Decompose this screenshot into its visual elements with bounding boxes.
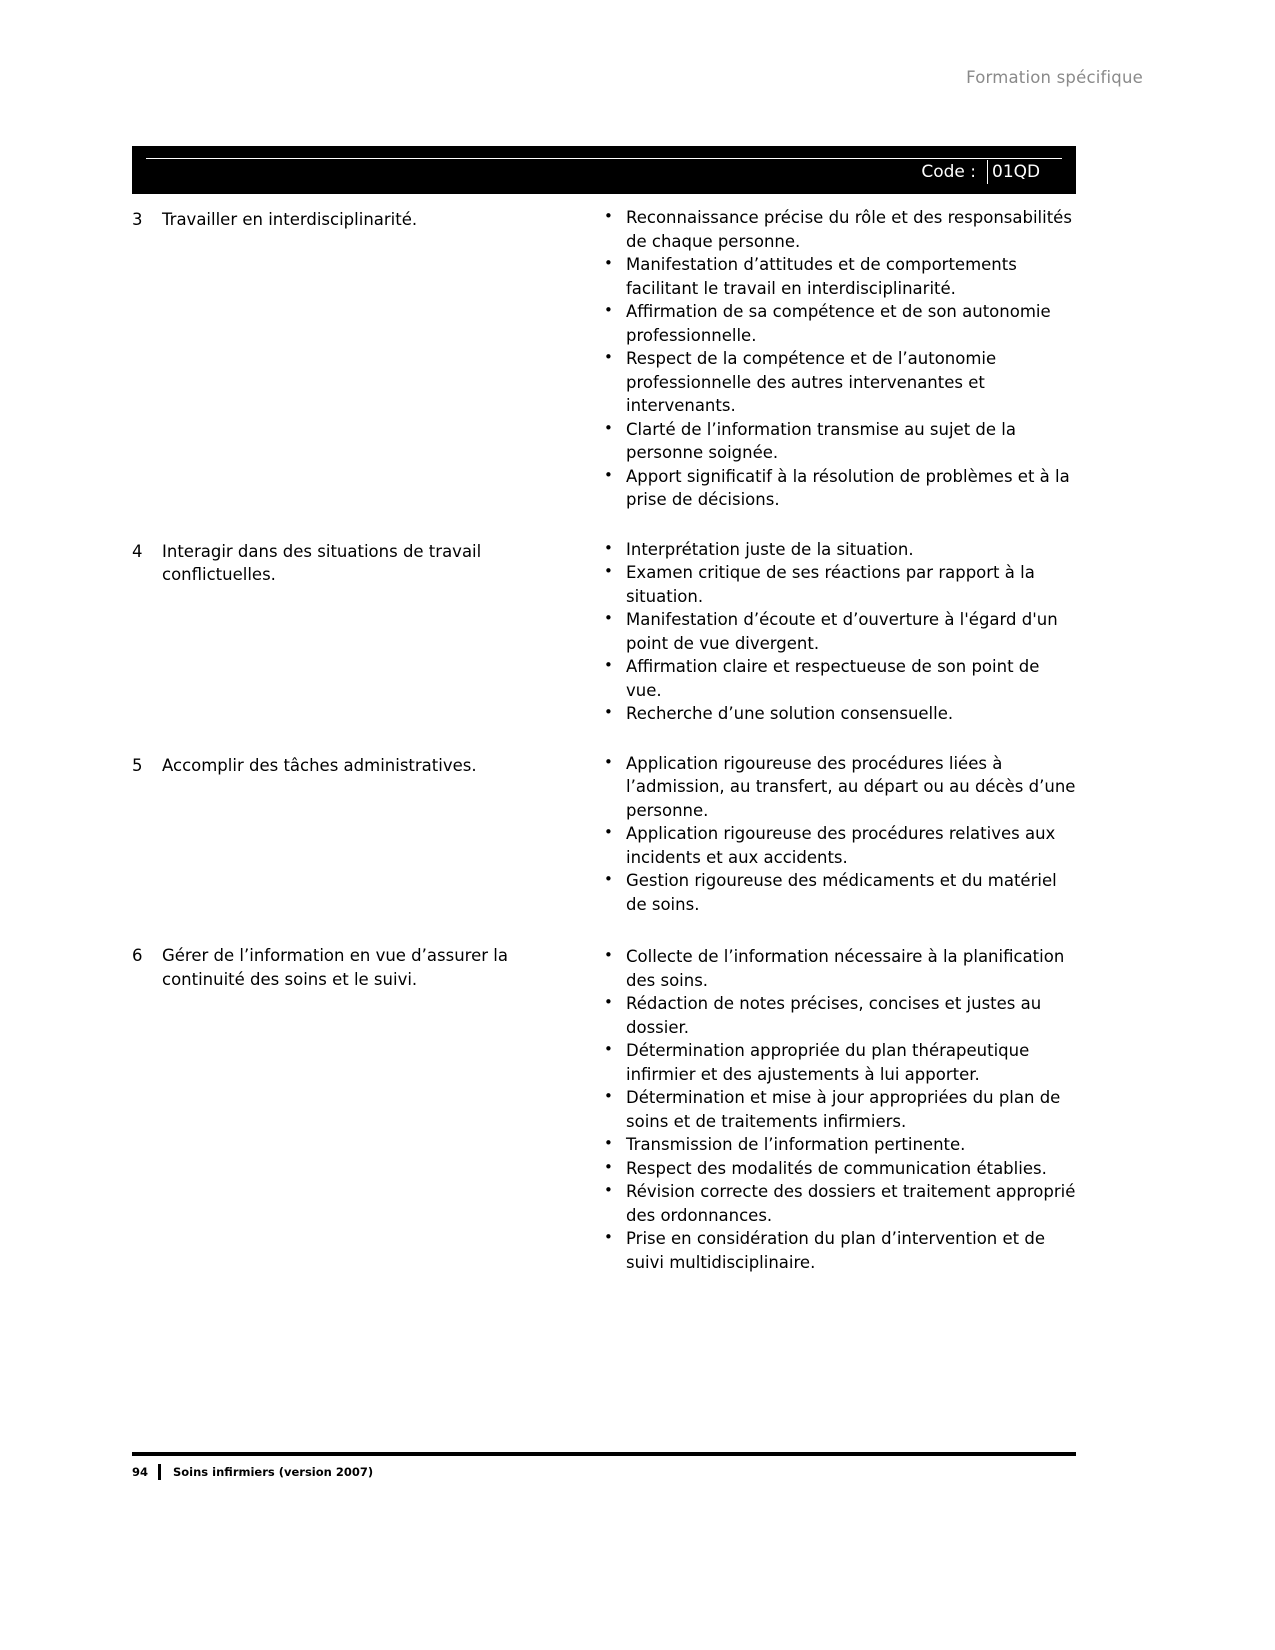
list-item: • Clarté de l’information transmise au sujet de la personne soignée. — [600, 418, 1076, 465]
criteria-list — [600, 752, 1076, 917]
list-item: • Examen critique de ses réactions par rapport à la situation. — [600, 561, 1076, 608]
page-number: 94 — [132, 1465, 149, 1479]
code-bar-rule — [146, 158, 1062, 159]
task-cell — [132, 206, 600, 232]
list-item: • Manifestation d’écoute et d’ouverture à l'égard d'un point de vue divergent. — [600, 608, 1076, 655]
task-number: 5 — [132, 755, 143, 775]
criteria-cell — [600, 206, 1076, 512]
list-item: • Prise en considération du plan d’intervention et de suivi multidisciplinaire. — [600, 1227, 1076, 1274]
list-item: • Recherche d’une solution consensuelle. — [600, 702, 1076, 726]
criteria-list — [600, 206, 1076, 512]
footer-rule — [132, 1452, 1076, 1456]
list-item: • Détermination appropriée du plan thérapeutique infirmier et des ajustements à lui apporter. — [600, 1039, 1076, 1086]
code-value: 01QD — [992, 162, 1041, 182]
table-row — [132, 538, 1076, 726]
list-item: • Affirmation de sa compétence et de son autonomie professionnelle. — [600, 300, 1076, 347]
task-label: Accomplir des tâches administratives. — [162, 755, 477, 775]
list-item: • Application rigoureuse des procédures relatives aux incidents et aux accidents. — [600, 822, 1076, 869]
code-label: Code : — [921, 162, 976, 182]
task-cell — [132, 538, 600, 587]
criteria-cell — [600, 538, 1076, 726]
running-head: Formation spécifique — [966, 68, 1143, 87]
task-cell — [132, 942, 600, 991]
list-item: • Transmission de l’information pertinente. — [600, 1133, 1076, 1157]
list-item: • Interprétation juste de la situation. — [600, 538, 1076, 562]
footer-divider — [158, 1464, 161, 1480]
criteria-list — [600, 945, 1076, 1274]
table-row — [132, 942, 1076, 1274]
list-item: • Respect des modalités de communication établies. — [600, 1157, 1076, 1181]
list-item: • Collecte de l’information nécessaire à la planification des soins. — [600, 945, 1076, 992]
code-bar — [132, 146, 1076, 194]
task-number: 4 — [132, 541, 143, 561]
task-label: Interagir dans des situations de travail conflictuelles. — [162, 541, 482, 584]
list-item: • Affirmation claire et respectueuse de son point de vue. — [600, 655, 1076, 702]
criteria-list — [600, 538, 1076, 726]
task-number: 6 — [132, 946, 143, 965]
list-item: • Reconnaissance précise du rôle et des responsabilités de chaque personne. — [600, 206, 1076, 253]
list-item: • Rédaction de notes précises, concises et justes au dossier. — [600, 992, 1076, 1039]
list-item: • Application rigoureuse des procédures liées à l’admission, au transfert, au départ ou au décès d’une personne. — [600, 752, 1076, 823]
list-item: • Détermination et mise à jour appropriées du plan de soins et de traitements infirmiers. — [600, 1086, 1076, 1133]
table-row — [132, 752, 1076, 917]
table-row — [132, 206, 1076, 512]
task-label: Travailler en interdisciplinarité. — [162, 210, 418, 229]
list-item: • Révision correcte des dossiers et traitement approprié des ordonnances. — [600, 1180, 1076, 1227]
list-item: • Gestion rigoureuse des médicaments et du matériel de soins. — [600, 869, 1076, 916]
list-item: • Manifestation d’attitudes et de comportements facilitant le travail en interdisciplinarité. — [600, 253, 1076, 300]
competency-table — [132, 206, 1076, 1300]
list-item: • Respect de la compétence et de l’autonomie professionnelle des autres intervenantes et intervenants. — [600, 347, 1076, 418]
criteria-cell — [600, 752, 1076, 917]
task-cell — [132, 752, 600, 778]
list-item: • Apport significatif à la résolution de problèmes et à la prise de décisions. — [600, 465, 1076, 512]
criteria-cell — [600, 942, 1076, 1274]
task-label: Gérer de l’information en vue d’assurer la continuité des soins et le suivi. — [162, 946, 508, 989]
footer-text: Soins infirmiers (version 2007) — [173, 1465, 374, 1479]
task-number: 3 — [132, 210, 143, 229]
page-footer — [132, 1464, 373, 1480]
code-divider — [987, 160, 988, 184]
